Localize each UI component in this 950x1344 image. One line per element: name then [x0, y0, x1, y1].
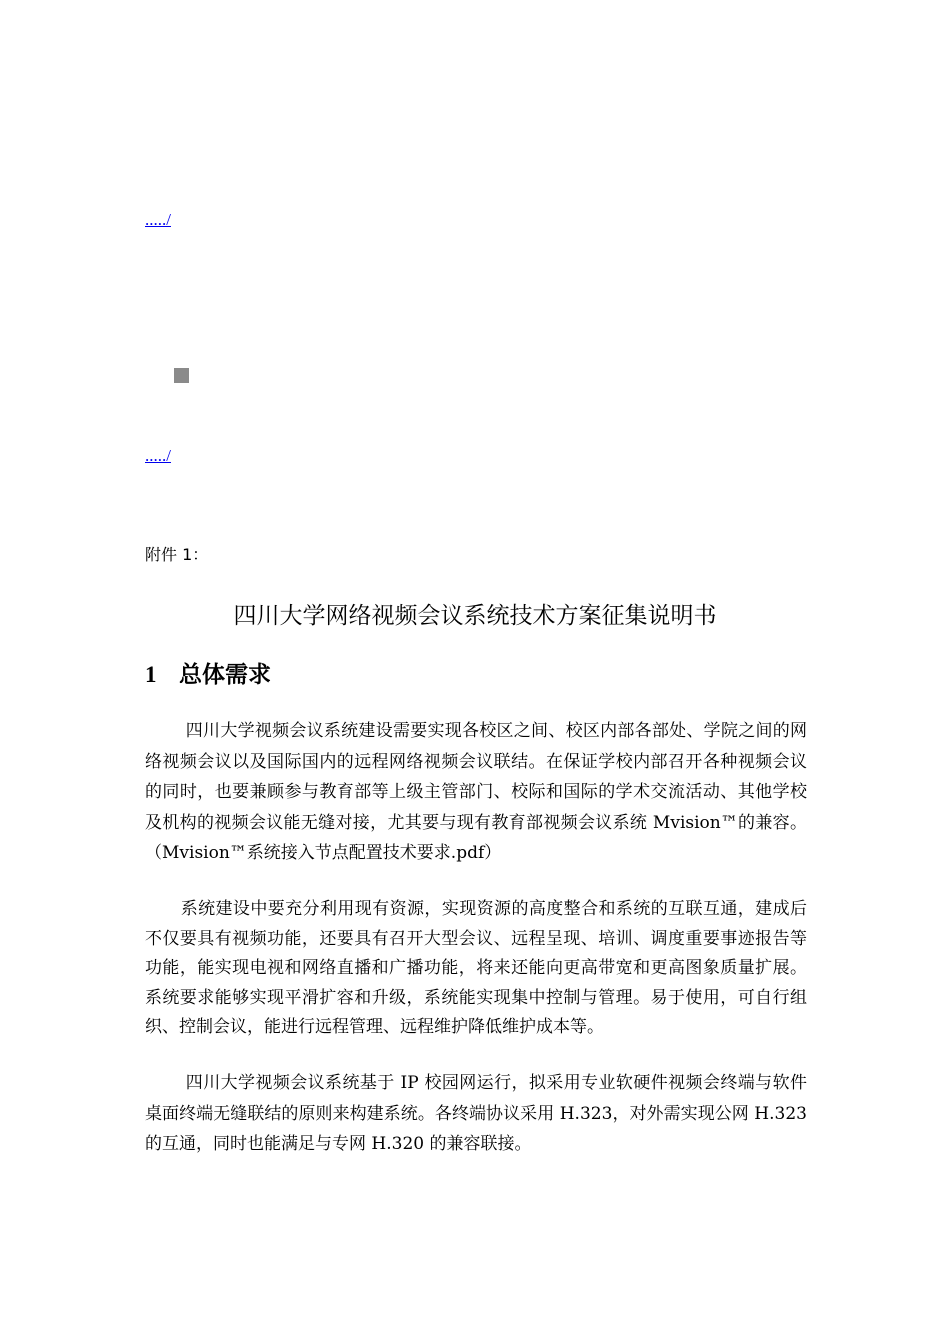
gray-square-icon	[174, 368, 189, 383]
paragraph-2: 系统建设中要充分利用现有资源，实现资源的高度整合和系统的互联互通，建成后不仅要具有视频功能，还要具有召开大型会议、远程呈现、培训、调度重要事迹报告等功能，能实现电视和网络直播和广播功能，将来还能向更高带宽和更高图象质量扩展。系统要求能够实现平滑扩容和升级，系统能实现集中控制与管理。易于使用，可自行组织、控制会议，能进行远程管理、远程维护降低维护成本等。	[145, 899, 807, 1037]
document-title: 四川大学网络视频会议系统技术方案征集说明书	[233, 603, 717, 629]
section-title: 总体需求	[179, 662, 271, 688]
attachment-label: 附件 1：	[145, 545, 209, 564]
section-number: 1	[145, 662, 157, 687]
paragraph-1: 四川大学视频会议系统建设需要实现各校区之间、校区内部各部处、学院之间的网络视频会议以及国际国内的远程网络视频会议联结。在保证学校内部召开各种视频会议的同时，也要兼顾参与教育部等上级主管部门、校际和国际的学术交流活动、其他学校及机构的视频会议能无缝对接，尤其要与现有教育部视频会议系统 Mvision™的兼容。（Mvision™系统接入节点配置技术要求.pdf）	[145, 721, 807, 863]
section-heading	[145, 656, 271, 689]
paragraph-3: 四川大学视频会议系统基于 IP 校园网运行，拟采用专业软硬件视频会终端与软件桌面终端无缝联结的原则来构建系统。各终端协议采用 H.323，对外需实现公网 H.323 的互通，同时也能满足与专网 H.320 的兼容联接。	[145, 1073, 807, 1154]
link-2[interactable]: ...../	[145, 446, 171, 465]
link-1[interactable]: ...../	[145, 210, 171, 229]
